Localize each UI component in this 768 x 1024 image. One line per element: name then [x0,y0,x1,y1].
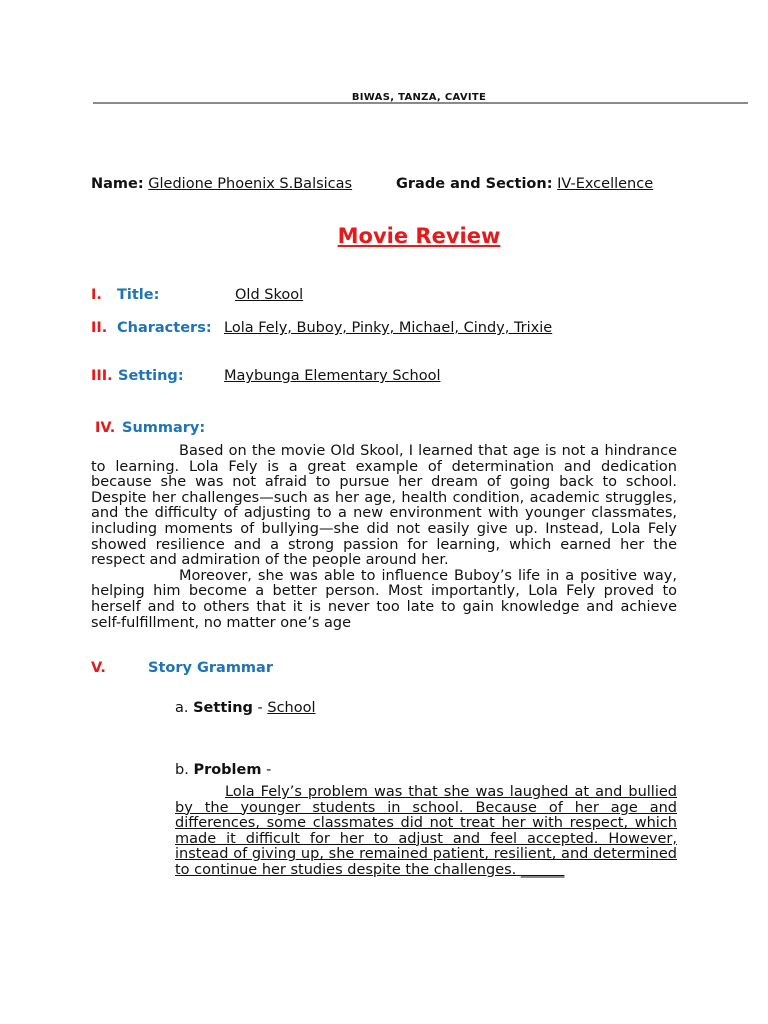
story-problem-row [175,762,271,778]
section-summary-numeral: IV. [95,420,116,436]
section-title-numeral: I. [91,287,102,303]
story-setting-dash: - [257,700,263,716]
story-setting-row [175,700,316,716]
section-setting-numeral: III. [91,368,113,384]
grade-label: Grade and Section: [396,176,553,192]
story-problem-label: Problem [193,762,262,778]
movie-title-value: Old Skool [235,287,304,303]
student-name-row [91,176,352,192]
story-setting-value: School [267,700,316,716]
story-problem-prefix: b. [175,762,189,778]
name-label: Name: [91,176,144,192]
section-summary-label: Summary: [122,420,206,436]
section-characters-numeral: II. [91,320,108,336]
story-problem-dash: - [266,762,272,778]
setting-value: Maybunga Elementary School [224,368,441,384]
story-setting-label: Setting [193,700,253,716]
header-divider [93,102,748,104]
school-location-header: BIWAS, TANZA, CAVITE [351,92,487,103]
section-characters-label: Characters: [117,320,212,336]
summary-paragraph-1: Based on the movie Old Skool, I learned that age is not a hindrance to learning. Lola Fely is a great example of determination and dedication because she was not afraid to pursue her dream of going back to school. Despite her challenges—such as her age, health condition, academic struggles, and the difficulty of adjusting to a new environment with younger classmates, including moments of bullying—she did not easily give up. Instead, Lola Fely showed resilience and a strong passion for learning, which earned her the respect and admiration of the people around her. [91,443,677,569]
summary-body [91,444,677,631]
section-story-grammar-numeral: V. [91,660,106,676]
section-story-grammar-label: Story Grammar [148,660,273,676]
story-problem-text: Lola Fely’s problem was that she was laughed at and bullied by the younger students in school. Because of her age and differences, some classmates did not treat her with respect, which made it difficult for her to adjust and feel accepted. However, instead of giving up, she remained patient, resilient, and determined to continue her studies despite the challenges. ______ [175,784,677,878]
page-title: Movie Review [337,224,501,248]
summary-paragraph-2: Moreover, she was able to influence Buboy’s life in a positive way, helping him become a better person. Most importantly, Lola Fely proved to herself and to others that it is never too late to gain knowledge and achieve self-fulfillment, no matter one’s age [91,567,677,631]
section-title-label: Title: [117,287,160,303]
grade-value: IV-Excellence [557,176,654,192]
grade-section-row [396,176,653,192]
story-setting-prefix: a. [175,700,189,716]
section-setting-label: Setting: [118,368,184,384]
name-value: Gledione Phoenix S.Balsicas [148,176,353,192]
story-problem-blank: ______ [520,861,565,878]
characters-value: Lola Fely, Buboy, Pinky, Michael, Cindy, Trixie [224,320,553,336]
